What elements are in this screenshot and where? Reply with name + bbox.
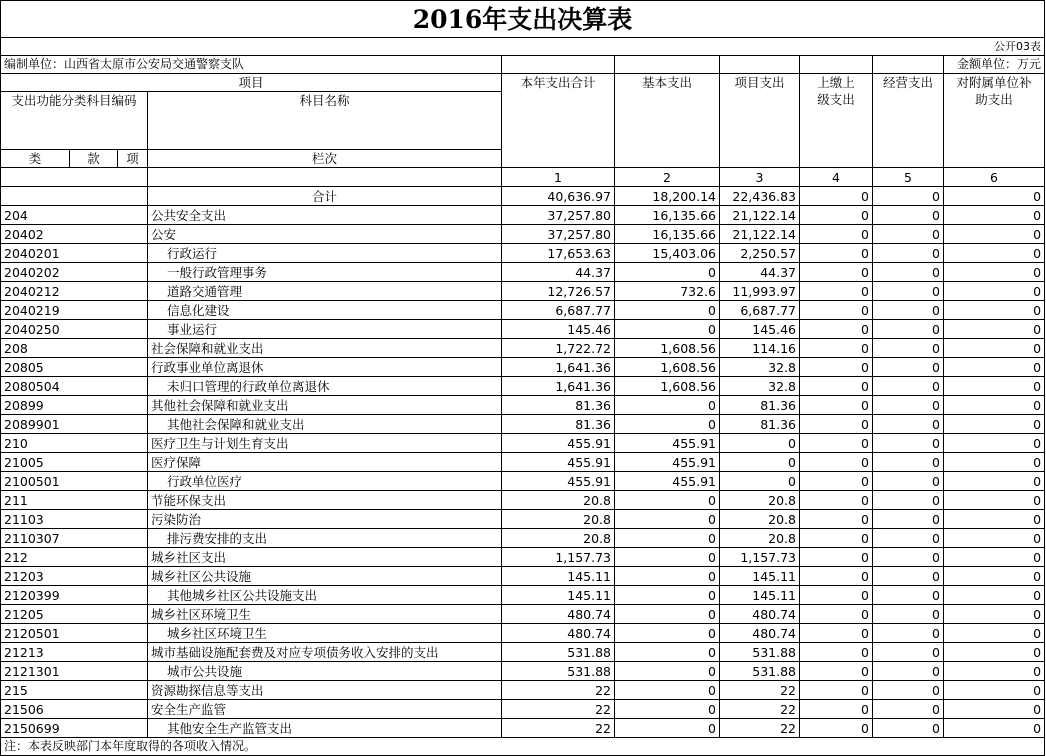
row-value-col-5: 0 xyxy=(873,510,944,529)
row-value-col-4: 0 xyxy=(800,244,873,263)
row-value-col-5: 0 xyxy=(873,472,944,491)
row-subject-name: 行政单位医疗 xyxy=(148,472,502,491)
row-value-col-3: 531.88 xyxy=(720,662,800,681)
row-subject-name: 城乡社区环境卫生 xyxy=(148,624,502,643)
header-item: 项目 xyxy=(1,74,502,92)
row-value-col-6: 0 xyxy=(944,586,1045,605)
row-value-col-4: 0 xyxy=(800,662,873,681)
row-value-col-4: 0 xyxy=(800,339,873,358)
row-code: 2121301 xyxy=(1,662,148,681)
row-value-col-6: 0 xyxy=(944,396,1045,415)
table-row xyxy=(1,301,1045,320)
row-subject-name: 行政运行 xyxy=(148,244,502,263)
total-value: 0 xyxy=(944,187,1045,206)
row-value-col-2: 0 xyxy=(615,700,720,719)
row-subject-name: 城市公共设施 xyxy=(148,662,502,681)
table-row xyxy=(1,206,1045,225)
row-value-col-1: 455.91 xyxy=(502,472,615,491)
row-value-col-2: 0 xyxy=(615,605,720,624)
row-value-col-5: 0 xyxy=(873,529,944,548)
total-value: 18,200.14 xyxy=(615,187,720,206)
row-subject-name: 道路交通管理 xyxy=(148,282,502,301)
row-subject-name: 信息化建设 xyxy=(148,301,502,320)
table-row xyxy=(1,662,1045,681)
table-row xyxy=(1,548,1045,567)
row-code: 211 xyxy=(1,491,148,510)
row-value-col-6: 0 xyxy=(944,624,1045,643)
row-value-col-6: 0 xyxy=(944,529,1045,548)
row-value-col-6: 0 xyxy=(944,434,1045,453)
row-value-col-3: 22 xyxy=(720,719,800,738)
row-value-col-1: 145.11 xyxy=(502,586,615,605)
header-kuan: 款 xyxy=(70,150,118,168)
row-value-col-4: 0 xyxy=(800,491,873,510)
row-subject-name: 城乡社区公共设施 xyxy=(148,567,502,586)
header-col-6: 对附属单位补助支出 xyxy=(944,74,1045,168)
row-value-col-1: 37,257.80 xyxy=(502,225,615,244)
row-value-col-6: 0 xyxy=(944,206,1045,225)
row-value-col-5: 0 xyxy=(873,719,944,738)
row-value-col-2: 0 xyxy=(615,415,720,434)
row-value-col-2: 0 xyxy=(615,624,720,643)
row-subject-name: 一般行政管理事务 xyxy=(148,263,502,282)
total-row xyxy=(1,187,1045,206)
row-value-col-2: 0 xyxy=(615,396,720,415)
row-value-col-3: 114.16 xyxy=(720,339,800,358)
row-value-col-6: 0 xyxy=(944,662,1045,681)
col-num-1: 1 xyxy=(502,168,615,187)
row-value-col-2: 0 xyxy=(615,567,720,586)
row-subject-name: 资源勘探信息等支出 xyxy=(148,681,502,700)
col-num-4: 4 xyxy=(800,168,873,187)
row-value-col-3: 145.11 xyxy=(720,586,800,605)
table-row xyxy=(1,491,1045,510)
header-col-4: 上缴上级支出 xyxy=(800,74,873,168)
row-value-col-3: 0 xyxy=(720,472,800,491)
row-code: 21506 xyxy=(1,700,148,719)
row-subject-name: 污染防治 xyxy=(148,510,502,529)
row-value-col-3: 145.46 xyxy=(720,320,800,339)
row-value-col-3: 22 xyxy=(720,681,800,700)
row-value-col-1: 1,157.73 xyxy=(502,548,615,567)
row-code: 20402 xyxy=(1,225,148,244)
row-value-col-1: 22 xyxy=(502,700,615,719)
row-subject-name: 未归口管理的行政单位离退休 xyxy=(148,377,502,396)
table-row xyxy=(1,358,1045,377)
table-row xyxy=(1,681,1045,700)
total-label: 合计 xyxy=(148,187,502,206)
row-value-col-6: 0 xyxy=(944,681,1045,700)
row-value-col-6: 0 xyxy=(944,643,1045,662)
row-value-col-1: 22 xyxy=(502,719,615,738)
row-subject-name: 其他社会保障和就业支出 xyxy=(148,415,502,434)
header-lei: 类 xyxy=(1,150,70,168)
row-value-col-4: 0 xyxy=(800,453,873,472)
header-subject-name: 科目名称 xyxy=(148,92,502,150)
table-row xyxy=(1,453,1045,472)
row-value-col-5: 0 xyxy=(873,339,944,358)
header-col-2: 基本支出 xyxy=(615,74,720,168)
row-code: 2040212 xyxy=(1,282,148,301)
row-value-col-3: 20.8 xyxy=(720,491,800,510)
row-value-col-3: 480.74 xyxy=(720,624,800,643)
row-value-col-4: 0 xyxy=(800,434,873,453)
row-code: 21005 xyxy=(1,453,148,472)
row-value-col-4: 0 xyxy=(800,700,873,719)
row-value-col-1: 145.11 xyxy=(502,567,615,586)
row-value-col-1: 81.36 xyxy=(502,396,615,415)
table-row xyxy=(1,643,1045,662)
row-value-col-1: 37,257.80 xyxy=(502,206,615,225)
col-num-3: 3 xyxy=(720,168,800,187)
table-row xyxy=(1,396,1045,415)
row-value-col-5: 0 xyxy=(873,643,944,662)
row-value-col-5: 0 xyxy=(873,377,944,396)
row-value-col-1: 20.8 xyxy=(502,491,615,510)
row-code: 21213 xyxy=(1,643,148,662)
row-subject-name: 其他安全生产监管支出 xyxy=(148,719,502,738)
row-value-col-2: 1,608.56 xyxy=(615,358,720,377)
col-num-5: 5 xyxy=(873,168,944,187)
row-value-col-1: 20.8 xyxy=(502,529,615,548)
row-value-col-1: 20.8 xyxy=(502,510,615,529)
row-code: 2120501 xyxy=(1,624,148,643)
row-value-col-3: 2,250.57 xyxy=(720,244,800,263)
header-col-3: 项目支出 xyxy=(720,74,800,168)
row-value-col-6: 0 xyxy=(944,567,1045,586)
row-value-col-6: 0 xyxy=(944,282,1045,301)
row-value-col-1: 12,726.57 xyxy=(502,282,615,301)
table-row xyxy=(1,377,1045,396)
col-num-2: 2 xyxy=(615,168,720,187)
row-code: 21205 xyxy=(1,605,148,624)
row-value-col-2: 455.91 xyxy=(615,453,720,472)
row-subject-name: 城市基础设施配套费及对应专项债务收入安排的支出 xyxy=(148,643,502,662)
row-value-col-5: 0 xyxy=(873,282,944,301)
row-code: 2040201 xyxy=(1,244,148,263)
row-value-col-5: 0 xyxy=(873,206,944,225)
row-value-col-2: 16,135.66 xyxy=(615,225,720,244)
row-value-col-2: 0 xyxy=(615,301,720,320)
row-value-col-4: 0 xyxy=(800,206,873,225)
row-value-col-1: 22 xyxy=(502,681,615,700)
row-code: 212 xyxy=(1,548,148,567)
row-subject-name: 城乡社区支出 xyxy=(148,548,502,567)
row-value-col-6: 0 xyxy=(944,700,1045,719)
row-subject-name: 公安 xyxy=(148,225,502,244)
row-value-col-6: 0 xyxy=(944,491,1045,510)
row-subject-name: 其他城乡社区公共设施支出 xyxy=(148,586,502,605)
row-value-col-4: 0 xyxy=(800,719,873,738)
table-row xyxy=(1,472,1045,491)
row-value-col-1: 1,641.36 xyxy=(502,358,615,377)
row-value-col-3: 81.36 xyxy=(720,396,800,415)
row-value-col-4: 0 xyxy=(800,320,873,339)
row-subject-name: 行政事业单位离退休 xyxy=(148,358,502,377)
row-value-col-5: 0 xyxy=(873,605,944,624)
row-value-col-5: 0 xyxy=(873,434,944,453)
row-code: 2040250 xyxy=(1,320,148,339)
row-value-col-5: 0 xyxy=(873,491,944,510)
row-value-col-5: 0 xyxy=(873,358,944,377)
row-value-col-6: 0 xyxy=(944,244,1045,263)
header-lanci: 栏次 xyxy=(148,150,502,168)
page-title: 2016年支出决算表 xyxy=(1,1,1045,38)
table-row xyxy=(1,415,1045,434)
row-value-col-5: 0 xyxy=(873,415,944,434)
table-row xyxy=(1,263,1045,282)
row-subject-name: 安全生产监管 xyxy=(148,700,502,719)
row-value-col-3: 20.8 xyxy=(720,510,800,529)
row-value-col-1: 455.91 xyxy=(502,453,615,472)
row-code: 20899 xyxy=(1,396,148,415)
header-xiang: 项 xyxy=(118,150,148,168)
row-code: 21103 xyxy=(1,510,148,529)
row-value-col-5: 0 xyxy=(873,225,944,244)
row-value-col-3: 20.8 xyxy=(720,529,800,548)
row-value-col-1: 44.37 xyxy=(502,263,615,282)
table-row xyxy=(1,244,1045,263)
row-value-col-4: 0 xyxy=(800,282,873,301)
row-value-col-2: 0 xyxy=(615,320,720,339)
row-value-col-4: 0 xyxy=(800,510,873,529)
table-row xyxy=(1,225,1045,244)
row-value-col-5: 0 xyxy=(873,700,944,719)
row-code: 2040219 xyxy=(1,301,148,320)
header-func-code: 支出功能分类科目编码 xyxy=(1,92,148,150)
row-code: 21203 xyxy=(1,567,148,586)
table-row xyxy=(1,567,1045,586)
table-row xyxy=(1,510,1045,529)
row-value-col-5: 0 xyxy=(873,263,944,282)
row-subject-name: 排污费安排的支出 xyxy=(148,529,502,548)
row-value-col-3: 1,157.73 xyxy=(720,548,800,567)
total-value: 40,636.97 xyxy=(502,187,615,206)
row-value-col-6: 0 xyxy=(944,339,1045,358)
table-row xyxy=(1,529,1045,548)
row-value-col-3: 0 xyxy=(720,453,800,472)
row-value-col-3: 0 xyxy=(720,434,800,453)
row-value-col-2: 0 xyxy=(615,548,720,567)
amount-unit: 金额单位：万元 xyxy=(944,56,1045,74)
total-value: 0 xyxy=(873,187,944,206)
row-value-col-2: 1,608.56 xyxy=(615,377,720,396)
row-value-col-3: 32.8 xyxy=(720,377,800,396)
row-value-col-2: 1,608.56 xyxy=(615,339,720,358)
row-value-col-4: 0 xyxy=(800,586,873,605)
row-value-col-5: 0 xyxy=(873,586,944,605)
row-value-col-5: 0 xyxy=(873,681,944,700)
row-subject-name: 公共安全支出 xyxy=(148,206,502,225)
row-value-col-1: 81.36 xyxy=(502,415,615,434)
row-value-col-2: 0 xyxy=(615,510,720,529)
row-value-col-1: 145.46 xyxy=(502,320,615,339)
row-code: 208 xyxy=(1,339,148,358)
row-value-col-5: 0 xyxy=(873,396,944,415)
row-value-col-2: 0 xyxy=(615,662,720,681)
row-value-col-6: 0 xyxy=(944,301,1045,320)
row-value-col-3: 480.74 xyxy=(720,605,800,624)
footnote: 注：本表反映部门本年度取得的各项收入情况。 xyxy=(1,738,1045,756)
row-value-col-3: 11,993.97 xyxy=(720,282,800,301)
row-value-col-4: 0 xyxy=(800,301,873,320)
row-value-col-5: 0 xyxy=(873,662,944,681)
row-value-col-5: 0 xyxy=(873,624,944,643)
row-subject-name: 节能环保支出 xyxy=(148,491,502,510)
row-value-col-1: 480.74 xyxy=(502,605,615,624)
table-row xyxy=(1,339,1045,358)
row-value-col-6: 0 xyxy=(944,510,1045,529)
row-value-col-4: 0 xyxy=(800,529,873,548)
table-row xyxy=(1,282,1045,301)
table-row xyxy=(1,700,1045,719)
row-subject-name: 事业运行 xyxy=(148,320,502,339)
row-value-col-3: 32.8 xyxy=(720,358,800,377)
row-code: 2100501 xyxy=(1,472,148,491)
table-row xyxy=(1,434,1045,453)
row-code: 2080504 xyxy=(1,377,148,396)
header-col-1: 本年支出合计 xyxy=(502,74,615,168)
row-value-col-2: 0 xyxy=(615,681,720,700)
row-value-col-6: 0 xyxy=(944,377,1045,396)
row-value-col-2: 732.6 xyxy=(615,282,720,301)
row-value-col-1: 480.74 xyxy=(502,624,615,643)
row-value-col-2: 0 xyxy=(615,643,720,662)
row-value-col-6: 0 xyxy=(944,358,1045,377)
row-value-col-4: 0 xyxy=(800,472,873,491)
row-subject-name: 城乡社区环境卫生 xyxy=(148,605,502,624)
row-subject-name: 医疗卫生与计划生育支出 xyxy=(148,434,502,453)
row-value-col-1: 531.88 xyxy=(502,662,615,681)
row-code: 204 xyxy=(1,206,148,225)
row-value-col-4: 0 xyxy=(800,567,873,586)
row-value-col-6: 0 xyxy=(944,605,1045,624)
row-value-col-3: 21,122.14 xyxy=(720,225,800,244)
row-code: 2120399 xyxy=(1,586,148,605)
row-code: 2040202 xyxy=(1,263,148,282)
row-value-col-6: 0 xyxy=(944,719,1045,738)
row-code: 20805 xyxy=(1,358,148,377)
row-value-col-2: 0 xyxy=(615,491,720,510)
row-code: 2089901 xyxy=(1,415,148,434)
row-value-col-1: 1,722.72 xyxy=(502,339,615,358)
row-value-col-6: 0 xyxy=(944,225,1045,244)
row-value-col-2: 0 xyxy=(615,719,720,738)
row-value-col-5: 0 xyxy=(873,567,944,586)
row-value-col-6: 0 xyxy=(944,548,1045,567)
row-value-col-3: 81.36 xyxy=(720,415,800,434)
row-value-col-3: 22 xyxy=(720,700,800,719)
row-value-col-4: 0 xyxy=(800,624,873,643)
table-row xyxy=(1,320,1045,339)
row-value-col-3: 531.88 xyxy=(720,643,800,662)
row-value-col-3: 44.37 xyxy=(720,263,800,282)
row-value-col-2: 15,403.06 xyxy=(615,244,720,263)
row-value-col-5: 0 xyxy=(873,453,944,472)
row-value-col-4: 0 xyxy=(800,377,873,396)
row-value-col-1: 455.91 xyxy=(502,434,615,453)
compiling-unit: 编制单位：山西省太原市公安局交通警察支队 xyxy=(1,56,502,74)
row-value-col-2: 0 xyxy=(615,586,720,605)
row-value-col-3: 6,687.77 xyxy=(720,301,800,320)
table-row xyxy=(1,605,1045,624)
row-value-col-5: 0 xyxy=(873,244,944,263)
row-value-col-4: 0 xyxy=(800,396,873,415)
row-subject-name: 其他社会保障和就业支出 xyxy=(148,396,502,415)
row-value-col-4: 0 xyxy=(800,605,873,624)
table-row xyxy=(1,586,1045,605)
col-num-6: 6 xyxy=(944,168,1045,187)
row-subject-name: 医疗保障 xyxy=(148,453,502,472)
row-value-col-4: 0 xyxy=(800,681,873,700)
row-value-col-3: 21,122.14 xyxy=(720,206,800,225)
row-value-col-1: 531.88 xyxy=(502,643,615,662)
row-value-col-1: 17,653.63 xyxy=(502,244,615,263)
total-value: 22,436.83 xyxy=(720,187,800,206)
row-value-col-6: 0 xyxy=(944,415,1045,434)
table-row xyxy=(1,624,1045,643)
row-value-col-4: 0 xyxy=(800,358,873,377)
row-value-col-2: 0 xyxy=(615,263,720,282)
row-code: 210 xyxy=(1,434,148,453)
row-code: 2150699 xyxy=(1,719,148,738)
row-value-col-2: 16,135.66 xyxy=(615,206,720,225)
row-value-col-2: 455.91 xyxy=(615,472,720,491)
row-value-col-6: 0 xyxy=(944,320,1045,339)
row-value-col-5: 0 xyxy=(873,320,944,339)
row-value-col-4: 0 xyxy=(800,225,873,244)
row-value-col-1: 1,641.36 xyxy=(502,377,615,396)
row-value-col-2: 455.91 xyxy=(615,434,720,453)
row-value-col-6: 0 xyxy=(944,453,1045,472)
row-value-col-4: 0 xyxy=(800,548,873,567)
row-value-col-5: 0 xyxy=(873,548,944,567)
row-value-col-4: 0 xyxy=(800,263,873,282)
row-value-col-6: 0 xyxy=(944,263,1045,282)
row-value-col-5: 0 xyxy=(873,301,944,320)
header-col-5: 经营支出 xyxy=(873,74,944,168)
row-value-col-6: 0 xyxy=(944,472,1045,491)
row-value-col-4: 0 xyxy=(800,643,873,662)
row-value-col-4: 0 xyxy=(800,415,873,434)
form-code: 公开03表 xyxy=(1,38,1045,56)
row-value-col-1: 6,687.77 xyxy=(502,301,615,320)
row-code: 2110307 xyxy=(1,529,148,548)
row-value-col-3: 145.11 xyxy=(720,567,800,586)
table-row xyxy=(1,719,1045,738)
row-code: 215 xyxy=(1,681,148,700)
total-value: 0 xyxy=(800,187,873,206)
row-subject-name: 社会保障和就业支出 xyxy=(148,339,502,358)
row-value-col-2: 0 xyxy=(615,529,720,548)
